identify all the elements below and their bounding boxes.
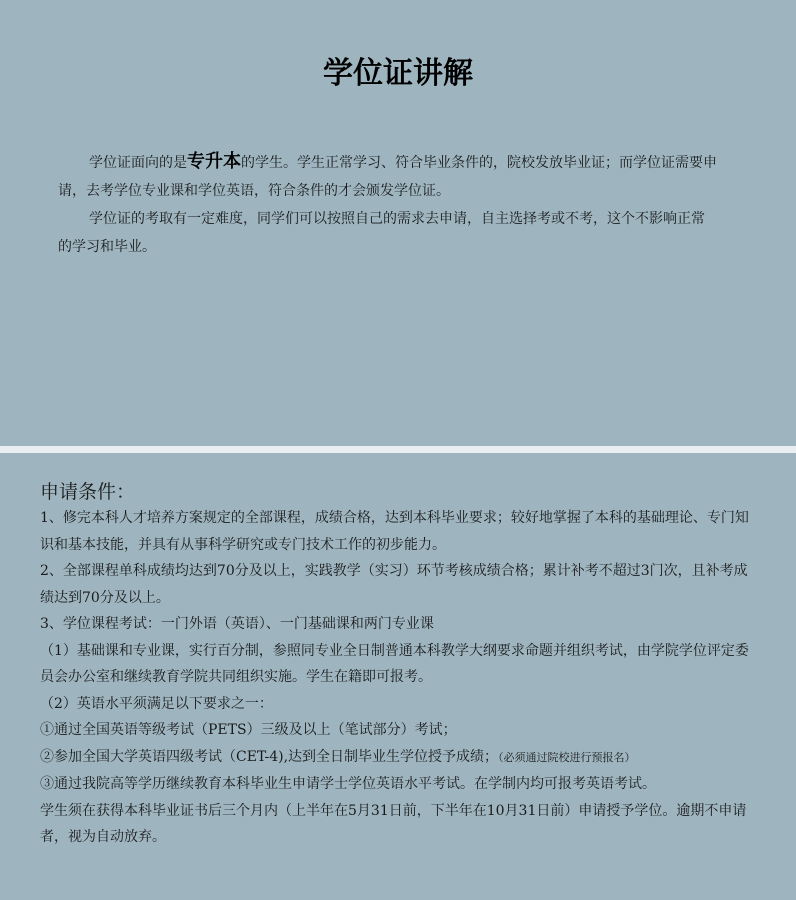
intro-text-after: 的学生。学生正常学习、符合毕业条件的，院校发放毕业证；而学位证需要申请，去考学位专业课和学位英语，符合条件的才会颁发学位证。 [58, 155, 717, 199]
highlight-zhuanshengben: 专升本 [187, 151, 241, 172]
intro-text [58, 148, 718, 261]
condition-item-2: 2、全部课程单科成绩均达到70分及以上，实践教学（实习）环节考核成绩合格；累计补考不超过3门次，且补考成绩达到70分及以上。 [40, 563, 748, 606]
slide-divider [0, 446, 796, 453]
conditions-heading: 申请条件： [40, 481, 136, 503]
slide-degree-intro [0, 0, 796, 446]
english-option-3: ③通过我院高等学历继续教育本科毕业生申请学士学位英语水平考试。在学制内均可报考英语考试。 [40, 776, 656, 792]
condition-item-3: 3、学位课程考试：一门外语（英语）、一门基础课和两门专业课 [40, 616, 434, 632]
page-title: 学位证讲解 [323, 56, 473, 91]
condition-sub-2: （2）英语水平须满足以下要求之一： [40, 695, 273, 712]
conditions-body [40, 505, 760, 851]
english-option-2 [40, 744, 760, 772]
english-option-2-text: ②参加全国大学英语四级考试（CET-4),达到全日制毕业生学位授予成绩； [40, 748, 499, 765]
intro-text-before: 学位证面向的是 [89, 155, 187, 171]
condition-sub-1: （1）基础课和专业课，实行百分制，参照同专业全日制普通本科教学大纲要求命题并组织考试，由学院学位评定委员会办公室和继续教育学院共同组织实施。学生在籍即可报考。 [40, 642, 749, 685]
intro-paragraph-1 [58, 148, 718, 205]
condition-item-1: 1、修完本科人才培养方案规定的全部课程，成绩合格，达到本科毕业要求；较好地掌握了本科的基础理论、专门知识和基本技能，并具有从事科学研究或专门技术工作的初步能力。 [40, 510, 749, 553]
english-option-2-note: （必须通过院校进行预报名） [498, 750, 636, 764]
intro-paragraph-2: 学位证的考取有一定难度，同学们可以按照自己的需求去申请，自主选择考或不考，这个不影响正常的学习和毕业。 [58, 211, 705, 255]
english-option-1: ①通过全国英语等级考试（PETS）三级及以上（笔试部分）考试； [40, 722, 457, 738]
deadline-text: 学生须在获得本科毕业证书后三个月内（上半年在5月31日前，下半年在10月31日前）申请授予学位。逾期不申请者，视为自动放弃。 [40, 802, 747, 845]
slide-application-conditions [0, 453, 796, 900]
